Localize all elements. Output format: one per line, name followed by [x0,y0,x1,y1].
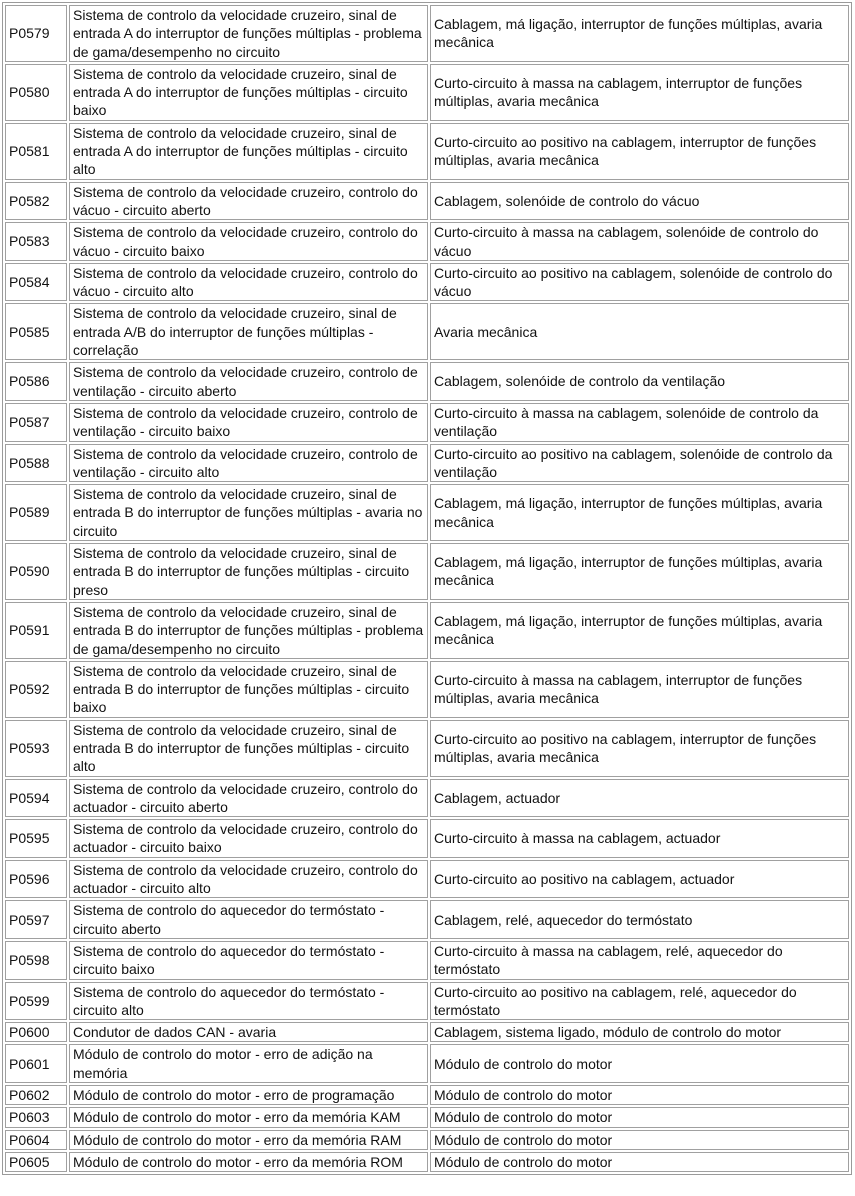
table-row [5,1044,849,1083]
dtc-cause-cell: Cablagem, solenóide de controlo do vácuo [430,182,849,221]
dtc-code-cell: P0600 [5,1022,67,1042]
dtc-description-cell: Módulo de controlo do motor - erro da memória ROM [69,1152,428,1172]
table-row [5,182,849,221]
dtc-description-cell: Módulo de controlo do motor - erro da memória KAM [69,1107,428,1127]
table-row [5,543,849,600]
dtc-code-cell: P0580 [5,64,67,121]
dtc-code-cell: P0599 [5,982,67,1021]
dtc-cause-cell: Módulo de controlo do motor [430,1044,849,1083]
dtc-code-cell: P0597 [5,900,67,939]
dtc-description-cell: Sistema de controlo da velocidade cruzeiro, controlo do vácuo - circuito alto [69,263,428,302]
dtc-cause-cell: Cablagem, relé, aquecedor do termóstato [430,900,849,939]
dtc-cause-cell: Curto-circuito à massa na cablagem, actuador [430,819,849,858]
dtc-description-cell: Módulo de controlo do motor - erro da memória RAM [69,1130,428,1150]
dtc-table [2,2,852,1175]
table-row [5,602,849,659]
table-row [5,661,849,718]
table-row [5,263,849,302]
dtc-description-cell: Sistema de controlo do aquecedor do termóstato - circuito alto [69,982,428,1021]
dtc-cause-cell: Avaria mecânica [430,303,849,360]
table-row [5,1107,849,1127]
dtc-code-cell: P0604 [5,1130,67,1150]
dtc-description-cell: Sistema de controlo da velocidade cruzeiro, controlo do vácuo - circuito baixo [69,222,428,261]
table-row [5,982,849,1021]
dtc-cause-cell: Cablagem, sistema ligado, módulo de controlo do motor [430,1022,849,1042]
dtc-description-cell: Sistema de controlo da velocidade cruzeiro, controlo de ventilação - circuito baixo [69,403,428,442]
dtc-code-cell: P0587 [5,403,67,442]
dtc-description-cell: Sistema de controlo da velocidade cruzeiro, controlo do vácuo - circuito aberto [69,182,428,221]
dtc-description-cell: Sistema de controlo da velocidade cruzeiro, controlo de ventilação - circuito aberto [69,362,428,401]
table-row [5,860,849,899]
dtc-description-cell: Sistema de controlo da velocidade cruzeiro, sinal de entrada A do interruptor de funções múltiplas - problema de gama/desempenho no circuito [69,5,428,62]
dtc-cause-cell: Curto-circuito à massa na cablagem, interruptor de funções múltiplas, avaria mecânica [430,64,849,121]
dtc-code-cell: P0581 [5,123,67,180]
table-row [5,303,849,360]
dtc-description-cell: Sistema de controlo da velocidade cruzeiro, sinal de entrada B do interruptor de funções múltiplas - problema de gama/desempenho no circuito [69,602,428,659]
dtc-cause-cell: Cablagem, má ligação, interruptor de funções múltiplas, avaria mecânica [430,5,849,62]
dtc-cause-cell: Módulo de controlo do motor [430,1107,849,1127]
table-row [5,1130,849,1150]
dtc-cause-cell: Curto-circuito à massa na cablagem, solenóide de controlo da ventilação [430,403,849,442]
dtc-code-cell: P0584 [5,263,67,302]
dtc-description-cell: Condutor de dados CAN - avaria [69,1022,428,1042]
dtc-cause-cell: Módulo de controlo do motor [430,1085,849,1105]
table-row [5,444,849,483]
dtc-cause-cell: Curto-circuito ao positivo na cablagem, relé, aquecedor do termóstato [430,982,849,1021]
page [2,2,852,1175]
dtc-code-cell: P0589 [5,484,67,541]
dtc-description-cell: Sistema de controlo da velocidade cruzeiro, controlo do actuador - circuito aberto [69,779,428,818]
dtc-cause-cell: Módulo de controlo do motor [430,1152,849,1172]
dtc-code-cell: P0590 [5,543,67,600]
table-row [5,720,849,777]
table-row [5,484,849,541]
dtc-description-cell: Sistema de controlo da velocidade cruzeiro, sinal de entrada B do interruptor de funções múltiplas - avaria no circuito [69,484,428,541]
dtc-code-cell: P0602 [5,1085,67,1105]
table-row [5,900,849,939]
dtc-description-cell: Módulo de controlo do motor - erro de programação [69,1085,428,1105]
dtc-description-cell: Sistema de controlo da velocidade cruzeiro, sinal de entrada A/B do interruptor de funções múltiplas - correlação [69,303,428,360]
table-row [5,1085,849,1105]
table-row [5,1022,849,1042]
dtc-code-cell: P0591 [5,602,67,659]
dtc-description-cell: Sistema de controlo da velocidade cruzeiro, sinal de entrada A do interruptor de funções múltiplas - circuito alto [69,123,428,180]
table-row [5,5,849,62]
dtc-code-cell: P0596 [5,860,67,899]
table-row [5,64,849,121]
dtc-code-cell: P0588 [5,444,67,483]
dtc-cause-cell: Cablagem, solenóide de controlo da ventilação [430,362,849,401]
dtc-description-cell: Módulo de controlo do motor - erro de adição na memória [69,1044,428,1083]
dtc-description-cell: Sistema de controlo da velocidade cruzeiro, sinal de entrada B do interruptor de funções múltiplas - circuito alto [69,720,428,777]
dtc-code-cell: P0594 [5,779,67,818]
dtc-code-cell: P0592 [5,661,67,718]
table-row [5,222,849,261]
dtc-cause-cell: Curto-circuito à massa na cablagem, solenóide de controlo do vácuo [430,222,849,261]
dtc-cause-cell: Curto-circuito à massa na cablagem, relé, aquecedor do termóstato [430,941,849,980]
dtc-code-cell: P0603 [5,1107,67,1127]
dtc-cause-cell: Curto-circuito ao positivo na cablagem, solenóide de controlo da ventilação [430,444,849,483]
dtc-description-cell: Sistema de controlo da velocidade cruzeiro, controlo de ventilação - circuito alto [69,444,428,483]
dtc-code-cell: P0583 [5,222,67,261]
dtc-cause-cell: Cablagem, actuador [430,779,849,818]
dtc-description-cell: Sistema de controlo da velocidade cruzeiro, sinal de entrada B do interruptor de funções múltiplas - circuito baixo [69,661,428,718]
table-row [5,123,849,180]
table-row [5,403,849,442]
dtc-description-cell: Sistema de controlo do aquecedor do termóstato - circuito aberto [69,900,428,939]
dtc-description-cell: Sistema de controlo da velocidade cruzeiro, sinal de entrada B do interruptor de funções múltiplas - circuito preso [69,543,428,600]
table-row [5,1152,849,1172]
dtc-code-cell: P0593 [5,720,67,777]
dtc-code-cell: P0595 [5,819,67,858]
dtc-cause-cell: Curto-circuito à massa na cablagem, interruptor de funções múltiplas, avaria mecânica [430,661,849,718]
table-row [5,779,849,818]
dtc-description-cell: Sistema de controlo da velocidade cruzeiro, controlo do actuador - circuito alto [69,860,428,899]
dtc-description-cell: Sistema de controlo do aquecedor do termóstato - circuito baixo [69,941,428,980]
dtc-cause-cell: Curto-circuito ao positivo na cablagem, interruptor de funções múltiplas, avaria mecânica [430,720,849,777]
dtc-description-cell: Sistema de controlo da velocidade cruzeiro, controlo do actuador - circuito baixo [69,819,428,858]
dtc-code-cell: P0582 [5,182,67,221]
dtc-table-body [5,5,849,1172]
dtc-code-cell: P0585 [5,303,67,360]
dtc-cause-cell: Curto-circuito ao positivo na cablagem, solenóide de controlo do vácuo [430,263,849,302]
dtc-code-cell: P0605 [5,1152,67,1172]
table-row [5,941,849,980]
dtc-cause-cell: Cablagem, má ligação, interruptor de funções múltiplas, avaria mecânica [430,602,849,659]
dtc-cause-cell: Cablagem, má ligação, interruptor de funções múltiplas, avaria mecânica [430,484,849,541]
table-row [5,362,849,401]
dtc-code-cell: P0586 [5,362,67,401]
dtc-description-cell: Sistema de controlo da velocidade cruzeiro, sinal de entrada A do interruptor de funções múltiplas - circuito baixo [69,64,428,121]
dtc-code-cell: P0601 [5,1044,67,1083]
dtc-code-cell: P0598 [5,941,67,980]
dtc-cause-cell: Curto-circuito ao positivo na cablagem, actuador [430,860,849,899]
dtc-code-cell: P0579 [5,5,67,62]
table-row [5,819,849,858]
dtc-cause-cell: Curto-circuito ao positivo na cablagem, interruptor de funções múltiplas, avaria mecânica [430,123,849,180]
dtc-cause-cell: Módulo de controlo do motor [430,1130,849,1150]
dtc-cause-cell: Cablagem, má ligação, interruptor de funções múltiplas, avaria mecânica [430,543,849,600]
